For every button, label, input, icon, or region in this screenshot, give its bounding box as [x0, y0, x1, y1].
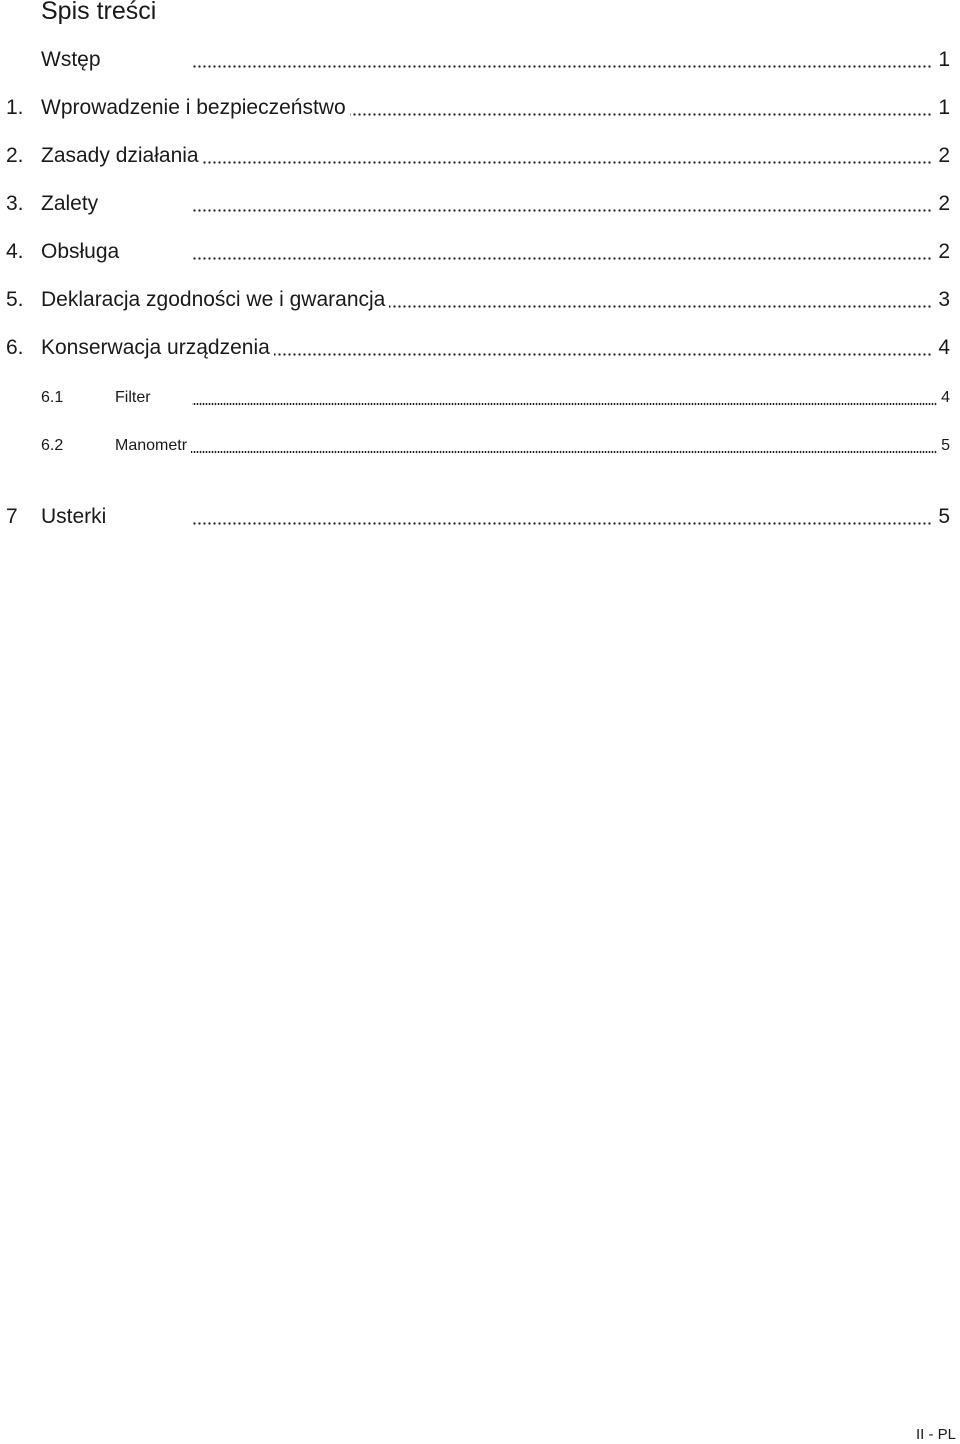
toc-entry-label: Zalety [41, 190, 100, 218]
toc-entry-5[interactable] [0, 286, 950, 314]
toc-entry-label: Zasady działania [41, 142, 201, 170]
toc-entry-7[interactable] [0, 503, 950, 531]
toc-dot-leader [192, 403, 937, 405]
toc-entry-number: 2. [6, 144, 24, 167]
toc-entry-label: Obsługa [41, 238, 121, 266]
toc-entry-label: Wprowadzenie i bezpieczeństwo [41, 94, 348, 122]
toc-entry-3[interactable] [0, 190, 950, 218]
toc-dot-leader [192, 522, 932, 525]
toc-entry-label: Manometr [115, 435, 189, 457]
toc-dot-leader [389, 305, 932, 308]
toc-entry-number: 6. [6, 336, 24, 359]
toc-entry-label: Konserwacja urządzenia [41, 334, 272, 362]
toc-entry-number: 5. [6, 288, 24, 311]
toc-dot-leader [350, 113, 932, 116]
toc-entry-label: Wstęp [41, 46, 103, 74]
toc-entry-page: 4 [941, 389, 950, 406]
toc-entry-page: 2 [938, 192, 950, 215]
toc-entry-page: 4 [938, 336, 950, 359]
toc-entry-page: 5 [941, 437, 950, 454]
toc-entry-1[interactable] [0, 94, 950, 122]
toc-entry-label: Filter [115, 387, 153, 409]
toc-entry-label: Deklaracja zgodności we i gwarancja [41, 286, 387, 314]
toc-entry-2[interactable] [0, 142, 950, 170]
toc-entry-number: 3. [6, 192, 24, 215]
toc-entry-number: 6.1 [41, 389, 64, 406]
toc-entry-page: 1 [938, 48, 950, 71]
toc-entry-6[interactable] [0, 334, 950, 362]
toc-entry-label: Usterki [41, 503, 108, 531]
toc-entry-4[interactable] [0, 238, 950, 266]
toc-entry-page: 1 [938, 96, 950, 119]
toc-entry-wstep[interactable] [0, 46, 950, 74]
toc-dot-leader [192, 257, 932, 260]
toc-entry-number: 1. [6, 96, 24, 119]
toc-subentry-6-1[interactable] [0, 387, 950, 409]
toc-entry-page: 3 [938, 288, 950, 311]
toc-entry-page: 5 [938, 505, 950, 528]
toc-dot-leader [191, 451, 937, 453]
toc-entry-number: 4. [6, 240, 24, 263]
toc-dot-leader [192, 65, 932, 68]
toc-entry-page: 2 [938, 144, 950, 167]
toc-entry-number: 6.2 [41, 437, 64, 454]
toc-entry-page: 2 [938, 240, 950, 263]
toc-dot-leader [274, 353, 932, 356]
page-footer-label: II - PL [915, 1426, 956, 1443]
toc-dot-leader [203, 161, 932, 164]
toc-dot-leader [192, 209, 932, 212]
toc-subentry-6-2[interactable] [0, 435, 950, 457]
toc-title: Spis treści [41, 0, 157, 25]
toc-entry-number: 7 [6, 505, 18, 528]
